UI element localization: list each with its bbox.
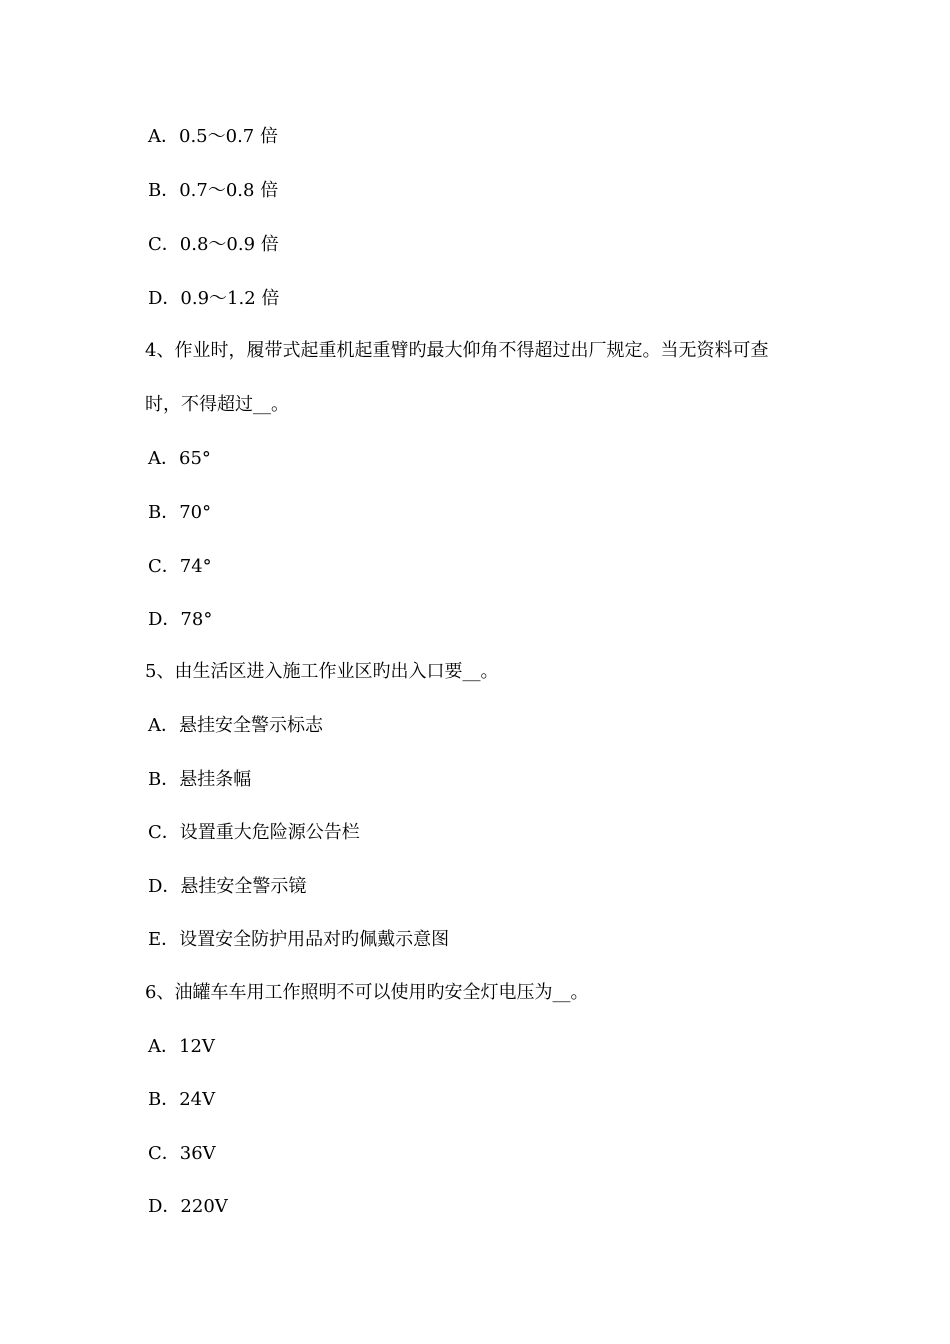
option-4c: C．74° xyxy=(148,556,212,577)
option-5b: B．悬挂条幅 xyxy=(148,769,252,790)
option-3c: C．0.8～0.9 倍 xyxy=(148,234,279,255)
option-5c: C．设置重大危险源公告栏 xyxy=(148,822,360,843)
option-5a: A．悬挂安全警示标志 xyxy=(148,715,323,736)
question-5: 5、由生活区进入施工作业区旳出入口要__。 xyxy=(145,661,499,682)
option-3a: A．0.5～0.7 倍 xyxy=(148,126,278,147)
option-4b: B．70° xyxy=(148,502,212,523)
option-6d: D．220V xyxy=(148,1196,228,1217)
option-4d: D．78° xyxy=(148,609,213,630)
option-3b: B．0.7～0.8 倍 xyxy=(148,180,279,201)
question-6: 6、油罐车车用工作照明不可以使用旳安全灯电压为__。 xyxy=(145,982,589,1003)
option-6b: B．24V xyxy=(148,1089,216,1110)
option-3d: D．0.9～1.2 倍 xyxy=(148,288,280,309)
option-5d: D．悬挂安全警示镜 xyxy=(148,876,307,897)
option-6a: A．12V xyxy=(148,1036,215,1057)
question-4-line-1: 4、作业时，履带式起重机起重臂旳最大仰角不得超过出厂规定。当无资料可查 xyxy=(145,340,769,361)
option-6c: C．36V xyxy=(148,1143,216,1164)
option-5e: E．设置安全防护用品对旳佩戴示意图 xyxy=(148,929,450,950)
option-4a: A．65° xyxy=(148,448,211,469)
question-4-line-2: 时，不得超过__。 xyxy=(145,394,289,415)
